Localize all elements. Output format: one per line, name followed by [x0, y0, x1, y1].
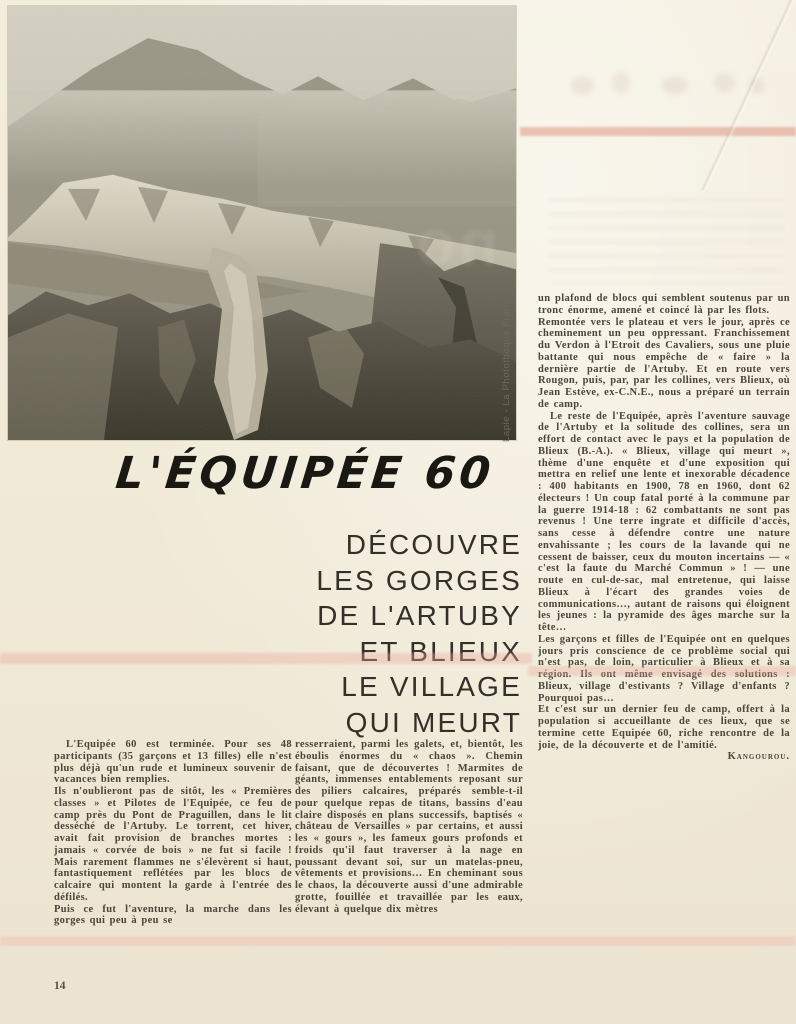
- gorge-photo: [8, 6, 516, 440]
- article-subtitle: [240, 527, 522, 740]
- subtitle-line: DÉCOUVRE: [345, 529, 522, 560]
- text-column-left: [54, 739, 292, 927]
- pink-band: [520, 127, 796, 136]
- subtitle-line: ET BLIEUX: [359, 635, 522, 667]
- pink-band: [0, 936, 796, 946]
- bleed-through-ghost-text: no: [411, 207, 498, 279]
- subtitle-line: LES GORGES: [316, 564, 522, 596]
- paragraph: Et c'est sur un dernier feu de camp, offert à la population si accueillante de ces lieux, que se termine cette Equipée 60, riche rencontre de la joie, de la découverte et de l'amitié.: [538, 704, 790, 751]
- subtitle-line: DE L'ARTUBY: [317, 600, 522, 631]
- paragraph: un plafond de blocs qui semblent soutenus par un tronc énorme, amené et coincé là par les flots.: [538, 293, 790, 316]
- photo-credit: Lapie - La Photothèque Française: [501, 279, 512, 442]
- bleed-through-smudge: [548, 198, 784, 284]
- paragraph: Puis ce fut l'aventure, la marche dans les gorges qui peu à peu se: [54, 903, 292, 927]
- page-number: 14: [54, 980, 66, 992]
- text-column-middle: [295, 739, 523, 915]
- paragraph: Ils n'oublieront pas de sitôt, les « Premières classes » et Pilotes de l'Equipée, ce feu de camp près du Pont de Praguillen, dans le lit desséché de l'Artuby. Le torrent, cet hiver, avait fait provision de branches mortes : jamais « corvée de bois » ne fut si facile ! Mais rarement flammes ne s'élevèrent si haut, fantastiquement reflétées par les blocs de calcaire qui montent la garde à l'entrée des défilés.: [54, 786, 292, 903]
- subtitle-line: LE VILLAGE: [341, 671, 522, 702]
- paper-crease: [700, 0, 796, 190]
- bleed-through-smudge: [556, 58, 772, 108]
- author-signature: Kangourou.: [727, 751, 790, 763]
- paragraph: Les garçons et filles de l'Equipée ont en quelques jours pris conscience de ce problème social qui n'est pas, de loin, particulier à Blieux et à sa région. Ils ont même envisagé des solutions : Blieux, village d'estivants ? Village d'enfants ? Pourquoi pas…: [538, 633, 790, 704]
- subtitle-line: QUI MEURT: [345, 706, 522, 738]
- paragraph: L'Equipée 60 est terminée. Pour ses 48 participants (35 garçons et 13 filles) elle n'est plus déjà qu'un rude et lumineux souvenir de vacances bien remplies.: [54, 739, 292, 786]
- article-title: L'ÉQUIPÉE 60: [113, 448, 497, 499]
- paragraph: resserraient, parmi les galets, et, bientôt, les éboulis énormes du « chaos ». Chemin faisant, que de découvertes ! Marmites de géants, immenses entablements reposant sur des piliers calcaires, préparés semble-t-il pour quelque repas de titans, bassins d'eau claire disposés en plans successifs, baptisés « château de Versailles » par certains, et aussi les « gours », les fameux gours profonds et froids qu'il faut traverser à la nage en poussant devant soi, sur un matelas-pneu, vêtements et provisions… En cheminant sous le chaos, la découverte aussi d'une admirable grotte, fouillée et travaillée par les eaux, élevant à quelque dix mètres: [295, 739, 523, 915]
- text-column-right: [538, 293, 790, 763]
- paragraph: Le reste de l'Equipée, après l'aventure sauvage de l'Artuby et la solitude des collines, sera un effort de contact avec le pays et la population de Blieux (B.-A.). « Blieux, village qui meurt », thème d'une enquête et d'une exposition qui mettra en relief une lente et inexorable décadence : 400 habitants en 1900, 78 en 1960, dont 62 électeurs ! Un coup fatal porté à la commune par la guerre 1914-18 : 62 combattants ne sont pas revenus ! Une terre ingrate et difficile d'accès, sans cesse à défendre contre une nature envahissante ; les cours de la lavande qui ne cessent de baisser, ceux du mouton incertains — « c'est la faute du Marché Commun » ! — une route en cul-de-sac, mal entretenue, qui laisse Blieux à l'écart des grandes voies de communications…, autant de raisons qui éloignent les jeunes : la pyramide des âges marche sur la tête…: [538, 410, 790, 633]
- paragraph: Remontée vers le plateau et vers le jour, après ce cheminement un peu oppressant. Franchissement du Verdon à l'Etroit des Cavaliers, sous une pluie battante qui nous empêche de « faire » la dernière partie de l'Artuby. Et en route vers Rougon, puis, par, par les collines, vers Blieux, où Jean Estève, ex-C.N.E., nous a préparé un terrain de camp.: [538, 316, 790, 410]
